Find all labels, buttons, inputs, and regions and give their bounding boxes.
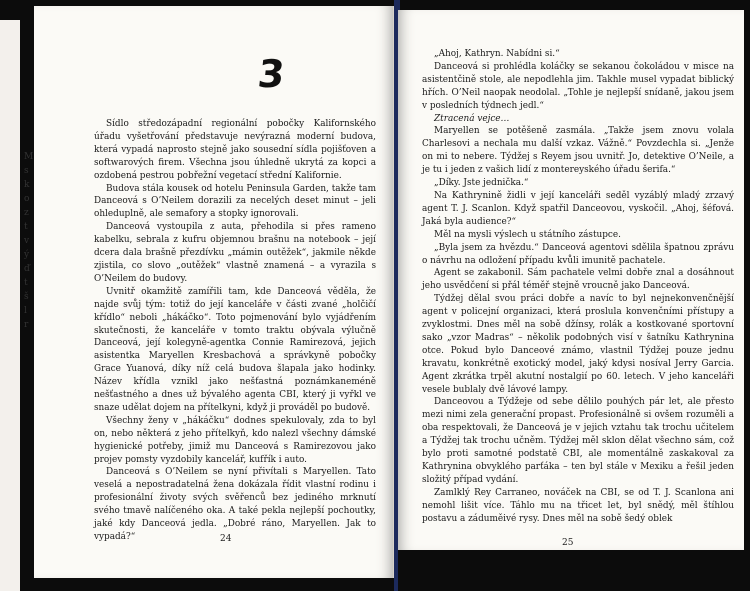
paragraph: Danceová vystoupila z auta, přehodila si přes rameno kabelku, sebrala z kufru objemnou brašnu na notebook – její dcera dala brašně přezdívku „mámin outěžek“, jakmile někde zjistila, co slovo „outěžek“ vlastně znamená – a vyrazila s O’Neilem do budovy. <box>94 222 376 284</box>
right-page-text <box>422 48 734 526</box>
paragraph: „Díky. Jste jednička.“ <box>434 178 529 189</box>
paragraph: Ztracená vejce… <box>434 113 510 124</box>
edge-letter: t <box>24 222 28 232</box>
paragraph: Danceová s O’Neilem se nyní přivítali s Maryellen. Tato veselá a nepostradatelná žena dokázala řídit vlastní rodinu i profesionální životy svých svěřenců bez jediného mrknutí svého tmavě nalíčeného oka. A také pekla nejlepší pochoutky, jaké kdy Danceová jedla. „Dobré ráno, Maryellen. Jak to vypadá?“ <box>94 467 376 542</box>
edge-letter: s <box>24 166 29 176</box>
edge-letter: z <box>24 208 29 218</box>
paragraph: Sídlo středozápadní regionální pobočky Kalifornského úřadu vyšetřování představuje nevýrazná moderní budova, která vypadá naprosto stejně jako sousední sídla pojišťoven a softwarových firem. Všechna jsou úhledně ukrytá za kopci a ozdobená pestrou pobřežní vegetací střední Kalifornie. <box>94 119 376 181</box>
bottom-shadow <box>398 550 744 591</box>
paragraph: Maryellen se potěšeně zasmála. „Takže jsem znovu volala Charlesovi a nechala mu další vzkaz. Vážně.“ Povzdechla si. „Jenže on mi to nebere. Týdžej s Reyem jsou uvnitř. Jo, detektive O’Neile, a je tu i jeden z vašich lidí z montereyského úřadu šerifa.“ <box>422 126 734 176</box>
edge-letter: o <box>24 194 30 204</box>
edge-letter: ý <box>24 250 30 260</box>
left-page <box>34 6 394 578</box>
page-number-right: 25 <box>562 538 574 548</box>
paragraph: Agent se zakabonil. Sám pachatele velmi dobře znal a dosáhnout jeho usvědčení si přál téměř stejně vroucně jako Danceová. <box>422 268 734 292</box>
paragraph: Měl na mysli výslech u státního zástupce. <box>434 229 621 240</box>
right-page <box>398 10 744 550</box>
edge-letter: r <box>24 320 29 330</box>
paragraph: Danceová si prohlédla koláčky se sekanou čokoládou v misce na asistentčině stole, ale nepodlehla jim. Takhle musel vypadat biblický hřích. O’Neil naopak neodolal. „Tohle je nejlepší snídaně, jakou jsem v posledních týdnech jedl.“ <box>422 61 734 111</box>
paragraph: Na Kathrynině židli v její kanceláři seděl vyzáblý mladý zrzavý agent T. J. Scanlon. Když spatřil Danceovou, vyskočil. „Ahoj, šéfová. Jaká byla audience?“ <box>422 190 734 227</box>
edge-letter: k <box>24 180 30 190</box>
edge-letter: M <box>24 152 34 162</box>
paragraph: Zamlklý Rey Carraneo, nováček na CBI, se od T. J. Scanlona ani nemohl lišit více. Táhlo mu na třicet let, byl snědý, měl štíhlou postavu a záduměivé rysy. Dnes měl na sobě šedý oblek <box>422 487 734 524</box>
chapter-number: 3 <box>255 52 287 96</box>
previous-page-edge <box>0 20 20 591</box>
page-number-left: 24 <box>220 534 232 544</box>
edge-letter: ď <box>24 264 30 274</box>
paragraph: Danceovou a Týdžeje od sebe dělilo pouhých pár let, ale přesto mezi nimi zela generační propast. Profesionálně si ovšem rozuměli a oba respektovali, že Danceová je v jejich vztahu tak trochu učitelem a Týdžej tak trochu učněm. Týdžej měl sklon dělat všechno sám, což bylo proti samotné podstatě CBI, ale momentálně zaskakoval za Kathrynina obvyklého parťáka – ten byl stále v Mexiku a řešil jeden složitý případ vydání. <box>422 397 734 485</box>
paragraph: Budova stála kousek od hotelu Peninsula Garden, takže tam Danceová s O’Neilem dorazili za necelých deset minut – jeli ohleduplně, ale semafory a stopky ignorovali. <box>94 183 376 220</box>
paragraph: „Ahoj, Kathryn. Nabídni si.“ <box>434 49 560 59</box>
edge-letter: v <box>24 236 30 246</box>
paragraph: Týdžej dělal svou práci dobře a navíc to byl nejnekonvenčnější agent v policejní organizaci, která proslula konvenčními přístupy a zvyklostmi. Dnes měl na sobě džínsy, rolák a kostkované sportovní sako „vzor Madras“ – několik podobných visí v šatníku Kathrynina otce. Pokud bylo Danceové známo, vlastnil Týdžej pouze jednu kravatu, konkrétně exotický model, jaký kdysi nosíval Jerry Garcia. Agent zkrátka trpěl akutní nostalgií po 60. letech. V jeho kanceláři vesele bublaly dvě lávové lampy. <box>422 294 734 395</box>
paragraph: Všechny ženy v „hákáčku“ dodnes spekulovaly, zda to byl on, nebo některá z jeho přítelkyň, kdo nalezl všechny dámské hygienické potřeby, jimiž mu Danceová s Ramirezovou jako projev pomsty vyzdobily kancelář, kufřík i auto. <box>94 415 376 465</box>
edge-letter: š <box>24 292 29 302</box>
edge-letter: t <box>24 278 28 288</box>
left-page-text <box>94 118 376 544</box>
edge-letter: l <box>24 306 27 316</box>
paragraph: Uvnitř okamžitě zamířili tam, kde Danceová věděla, že najde svůj tým: totiž do její kanceláře v části zvané „holčičí křídlo“ neboli „hákáčko“. Toto pojmenování bylo vyjádřením skutečnosti, že kanceláře v tomto traktu obývala výlučně Danceová, její kolegyně-agentka Connie Ramirezová, jejich asistentka Maryellen Kresbachová a správkyně pobočky Grace Yuanová, díky níž celá budova šlapala jako hodinky. Název křídla vznikl jako nešťastná poznámkaneméně nešťastného a dnes už bývalého agenta CBI, který ji vyřkl ve snaze udělat dojem na přítelkyni, když ji prováděl po budově. <box>94 286 376 413</box>
paragraph: „Byla jsem za hvězdu.“ Danceová agentovi sdělila špatnou zprávu o návrhu na odložení případu kvůli imunitě pachatele. <box>422 242 734 266</box>
